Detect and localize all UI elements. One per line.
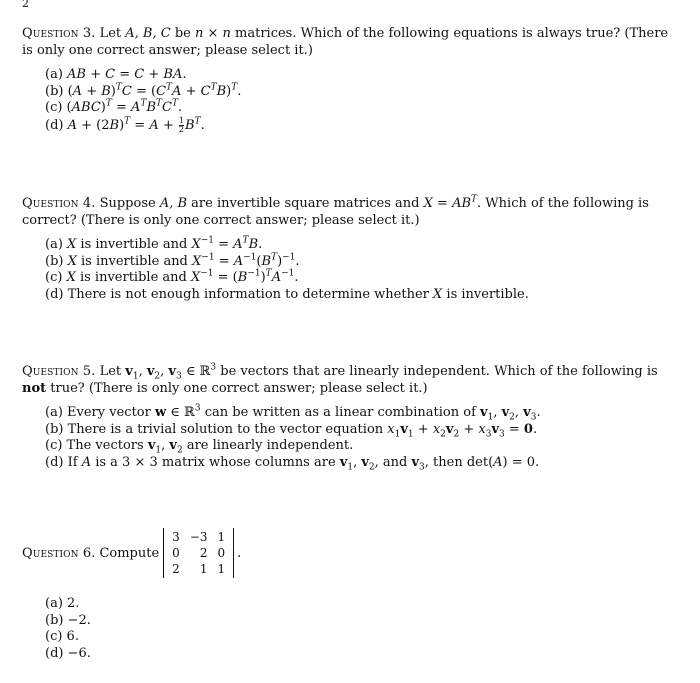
question-4-option-a[interactable]: (a) X is invertible and $X^{-1} = A^TB$.	[45, 235, 263, 252]
matrix-cell: 2	[172, 562, 180, 576]
page-number: 2	[22, 0, 29, 10]
question-4-option-c[interactable]: (c) X is invertible and $X^{-1} = (B^{-1})^TA^{-1}$.	[45, 268, 299, 285]
question-5-option-d[interactable]: (d) If A is a 3 × 3 matrix whose columns are $v_1$, $v_2$, and $v_3$, then det(A) = 0.	[45, 454, 540, 473]
question-6-label: Question 6.	[22, 545, 96, 561]
question-5-options	[45, 405, 670, 471]
question-3-stem: Question 3. Let A, B, C be n × n matrices. Which of the following equations is always true? (There is only one correct answer; please select it.)	[22, 26, 669, 58]
question-6-option-d[interactable]: (d) −6.	[45, 645, 91, 661]
question-4-option-d[interactable]: (d) There is not enough information to determine whether X is invertible.	[45, 286, 529, 302]
matrix-cell: 0	[172, 546, 180, 560]
question-4-options	[45, 237, 670, 303]
matrix-cell: 1	[199, 562, 208, 576]
question-3-options	[45, 67, 670, 134]
question-5-label: Question 5.	[22, 364, 96, 379]
determinant-matrix	[163, 528, 234, 578]
question-4-option-b[interactable]: (b) X is invertible and $X^{-1} = A^{-1}(B^T)^{-1}$.	[45, 252, 300, 269]
question-5-option-c[interactable]: (c) The vectors $v_1$, $v_2$ are linearly independent.	[45, 438, 354, 456]
question-6-option-b[interactable]: (b) −2.	[45, 612, 91, 628]
question-6-prompt: Compute	[99, 545, 160, 561]
matrix-cell: 1	[217, 530, 226, 544]
matrix-cell: −3	[189, 530, 208, 544]
question-6-period: .	[237, 545, 242, 561]
question-4	[22, 195, 670, 303]
question-3	[22, 25, 670, 134]
matrix-cell: 2	[199, 546, 208, 560]
question-3-option-b[interactable]: (b) $(A + B)^TC = (C^TA + C^TB)^T$.	[45, 82, 242, 99]
question-5-stem: Question 5. Let $v_1$, $v_2$, $v_3$ ∈ ℝ$^3$ be vectors that are linearly independent. Which of the following is not true? (There is only one correct answer; please select it.)	[22, 362, 658, 396]
question-3-option-d[interactable]: (d) $A + (2B)^T = A$ + $\frac{1}{2}$ $B^T$.	[45, 115, 205, 134]
question-6	[22, 528, 670, 662]
question-6-option-c[interactable]: (c) 6.	[45, 629, 79, 644]
question-5-option-b[interactable]: (b) There is a trivial solution to the vector equation $x_1v_1 + x_2v_2 + x_3v_3 = 0$.	[45, 421, 538, 440]
matrix-cell: 3	[172, 530, 180, 544]
question-5-option-a[interactable]: (a) Every vector w ∈ ℝ$^3$ can be written as a linear combination of $v_1$, $v_2$, $v_3$.	[45, 403, 541, 423]
matrix-cell: 0	[217, 546, 226, 560]
question-6-option-a[interactable]: (a) 2.	[45, 596, 80, 611]
question-3-option-a[interactable]: (a) AB + C = C + BA.	[45, 67, 187, 82]
question-5	[22, 363, 670, 471]
question-3-option-c[interactable]: (c) $(ABC)^T = A^TB^TC^T$.	[45, 98, 183, 115]
matrix-cell: 1	[217, 562, 226, 576]
question-3-label: Question 3.	[22, 26, 96, 41]
question-6-options	[45, 596, 670, 662]
question-4-label: Question 4.	[22, 196, 96, 211]
question-4-stem: Question 4. Suppose A, B are invertible square matrices and $X = AB^T$. Which of the following is correct? (There is only one correct answer; please select it.)	[22, 194, 649, 228]
question-6-stem	[22, 528, 670, 578]
